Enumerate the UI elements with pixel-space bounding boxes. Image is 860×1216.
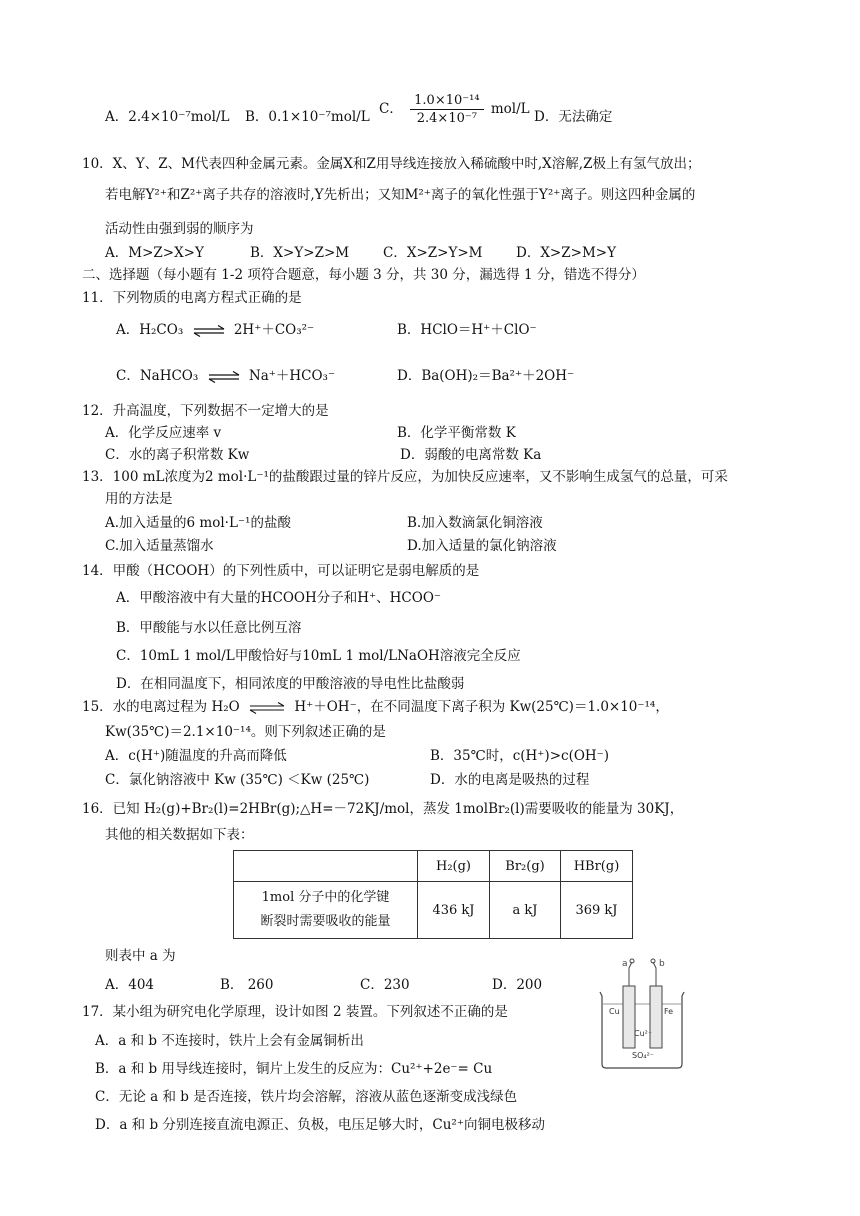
q17-stem: 17．某小组为研究电化学原理，设计如图 2 装置。下列叙述不正确的是 <box>82 1004 508 1020</box>
q11-option-a-left: A．H₂CO₃ <box>116 322 184 338</box>
q11-option-a <box>116 321 314 339</box>
q15-option-a: A．c(H⁺)随温度的升高而降低 <box>105 748 287 764</box>
q15-option-b: B．35℃时，c(H⁺)>c(OH⁻) <box>430 748 610 764</box>
q10-line3: 活动性由强到弱的顺序为 <box>105 221 254 237</box>
table-header-row <box>234 851 633 882</box>
q10-option-c: C．X>Z>Y>M <box>383 245 483 261</box>
table-cell: 436 kJ <box>418 882 490 939</box>
q9-fraction <box>410 93 483 126</box>
q12-option-c: C．水的离子积常数 Kw <box>105 447 250 463</box>
q13-option-c: C.加入适量蒸馏水 <box>105 538 214 554</box>
table-row-label-line2: 断裂时需要吸收的能量 <box>260 914 391 929</box>
energy-data-table <box>233 850 633 939</box>
q13-line1: 13．100 mL浓度为2 mol·L⁻¹的盐酸跟过量的锌片反应，为加快反应速率，又不影响生成氢气的总量，可采 <box>82 469 728 485</box>
table-header-cell <box>234 851 418 882</box>
q13-option-d: D.加入适量的氯化钠溶液 <box>407 538 557 554</box>
q16-option-b: B． 260 <box>220 977 274 993</box>
q17-option-d: D．a 和 b 分别连接直流电源正、负极，电压足够大时，Cu²⁺向铜电极移动 <box>95 1117 545 1133</box>
iron-electrode-label: Fe <box>664 1007 674 1016</box>
q9-option-c-label: C． <box>379 101 403 117</box>
q15-line1 <box>82 698 669 716</box>
sulfate-ion-label: SO₄²⁻ <box>632 1051 655 1060</box>
q11-option-a-right: 2H⁺＋CO₃²⁻ <box>233 322 315 338</box>
table-cell: a kJ <box>490 882 561 939</box>
q9-option-c <box>379 93 530 126</box>
q9-option-d: D．无法确定 <box>534 109 613 125</box>
table-header-cell: H₂(g) <box>418 851 490 882</box>
q11-option-d: D．Ba(OH)₂＝Ba²⁺＋2OH⁻ <box>397 368 575 384</box>
q9-option-b: B．0.1×10⁻⁷mol/L <box>245 109 370 125</box>
copper-electrode-label: Cu <box>609 1007 620 1016</box>
q14-option-d: D．在相同温度下，相同浓度的甲酸溶液的导电性比盐酸弱 <box>116 676 465 692</box>
q17-option-a: A．a 和 b 不连接时，铁片上会有金属铜析出 <box>95 1033 364 1049</box>
q15-line1-left: 15．水的电离过程为 H₂O <box>82 699 240 715</box>
q15-option-d: D．水的电离是吸热的过程 <box>430 772 590 788</box>
q10-option-d: D．X>Z>M>Y <box>516 245 616 261</box>
table-row-label-line1: 1mol 分子中的化学键 <box>261 890 390 905</box>
q14-option-b: B．甲酸能与水以任意比例互溶 <box>116 620 302 636</box>
q12-option-b: B．化学平衡常数 K <box>397 425 516 441</box>
q16-line1: 16．已知 H₂(g)+Br₂(l)=2HBr(g);△H=－72KJ/mol，蒸发 1molBr₂(l)需要吸收的能量为 30KJ， <box>82 801 684 817</box>
q11-option-b: B．HClO＝H⁺＋ClO⁻ <box>397 322 537 338</box>
q9-option-a: A．2.4×10⁻⁷mol/L <box>105 109 230 125</box>
q13-line2: 用的方法是 <box>105 491 173 507</box>
q15-line1-right: H⁺＋OH⁻，在不同温度下离子积为 Kw(25℃)＝1.0×10⁻¹⁴， <box>294 699 669 715</box>
q11-stem: 11．下列物质的电离方程式正确的是 <box>82 290 302 306</box>
q9-fraction-denominator: 2.4×10⁻⁷ <box>416 111 477 126</box>
table-header-cell: HBr(g) <box>561 851 633 882</box>
equilibrium-arrow-icon <box>192 325 226 337</box>
q17-option-b: B．a 和 b 用导线连接时，铜片上发生的反应为：Cu²⁺+2e⁻= Cu <box>95 1061 493 1077</box>
q13-option-b: B.加入数滴氯化铜溶液 <box>407 515 543 531</box>
q12-stem: 12．升高温度，下列数据不一定增大的是 <box>82 403 329 419</box>
q9-option-c-unit: mol/L <box>490 101 530 117</box>
section-2-heading: 二、选择题（每小题有 1-2 项符合题意，每小题 3 分，共 30 分，漏选得 1 分，错选不得分） <box>82 267 645 283</box>
q12-option-a: A．化学反应速率 v <box>105 425 222 441</box>
q16-line2: 其他的相关数据如下表： <box>105 827 254 843</box>
table-header-cell: Br₂(g) <box>490 851 561 882</box>
q10-option-a: A．M>Z>X>Y <box>105 245 204 261</box>
q10-line1: 10．X、Y、Z、M代表四种金属元素。金属X和Z用导线连接放入稀硫酸中时,X溶解,Z极上有氢气放出； <box>82 156 701 172</box>
terminal-b-label: b <box>659 959 665 969</box>
q13-option-a: A.加入适量的6 mol·L⁻¹的盐酸 <box>105 515 291 531</box>
table-row-label <box>234 882 418 939</box>
q16-ask: 则表中 a 为 <box>105 948 176 964</box>
q14-option-a: A．甲酸溶液中有大量的HCOOH分子和H⁺、HCOO⁻ <box>116 590 442 606</box>
q16-option-c: C．230 <box>360 977 410 993</box>
q10-option-b: B．X>Y>Z>M <box>250 245 350 261</box>
q11-option-c <box>116 367 335 385</box>
q15-line2: Kw(35℃)＝2.1×10⁻¹⁴。则下列叙述正确的是 <box>105 724 386 740</box>
q9-fraction-numerator: 1.0×10⁻¹⁴ <box>410 93 483 110</box>
q16-option-d: D．200 <box>492 977 543 993</box>
electrochemistry-apparatus-figure <box>596 956 688 1072</box>
q12-option-d: D．弱酸的电离常数 Ka <box>400 447 542 463</box>
q17-option-c: C．无论 a 和 b 是否连接，铁片均会溶解，溶液从蓝色逐渐变成浅绿色 <box>95 1089 518 1105</box>
table-cell: 369 kJ <box>561 882 633 939</box>
terminal-a-label: a <box>622 959 628 969</box>
table-row <box>234 882 633 939</box>
q14-stem: 14．甲酸（HCOOH）的下列性质中，可以证明它是弱电解质的是 <box>82 563 480 579</box>
q10-line2: 若电解Y²⁺和Z²⁺离子共存的溶液时,Y先析出；又知M²⁺离子的氧化性强于Y²⁺离子。则这四种金属的 <box>105 187 696 203</box>
q11-option-c-left: C．NaHCO₃ <box>116 368 199 384</box>
equilibrium-arrow-icon <box>207 371 241 383</box>
q14-option-c: C．10mL 1 mol/L甲酸恰好与10mL 1 mol/LNaOH溶液完全反应 <box>116 648 521 664</box>
equilibrium-arrow-icon <box>248 702 286 714</box>
copper-ion-label: Cu²⁺ <box>634 1029 653 1038</box>
q16-option-a: A．404 <box>105 977 155 993</box>
q15-option-c: C．氯化钠溶液中 Kw (35℃) ＜Kw (25℃) <box>105 772 370 788</box>
q11-option-c-right: Na⁺＋HCO₃⁻ <box>248 368 336 384</box>
